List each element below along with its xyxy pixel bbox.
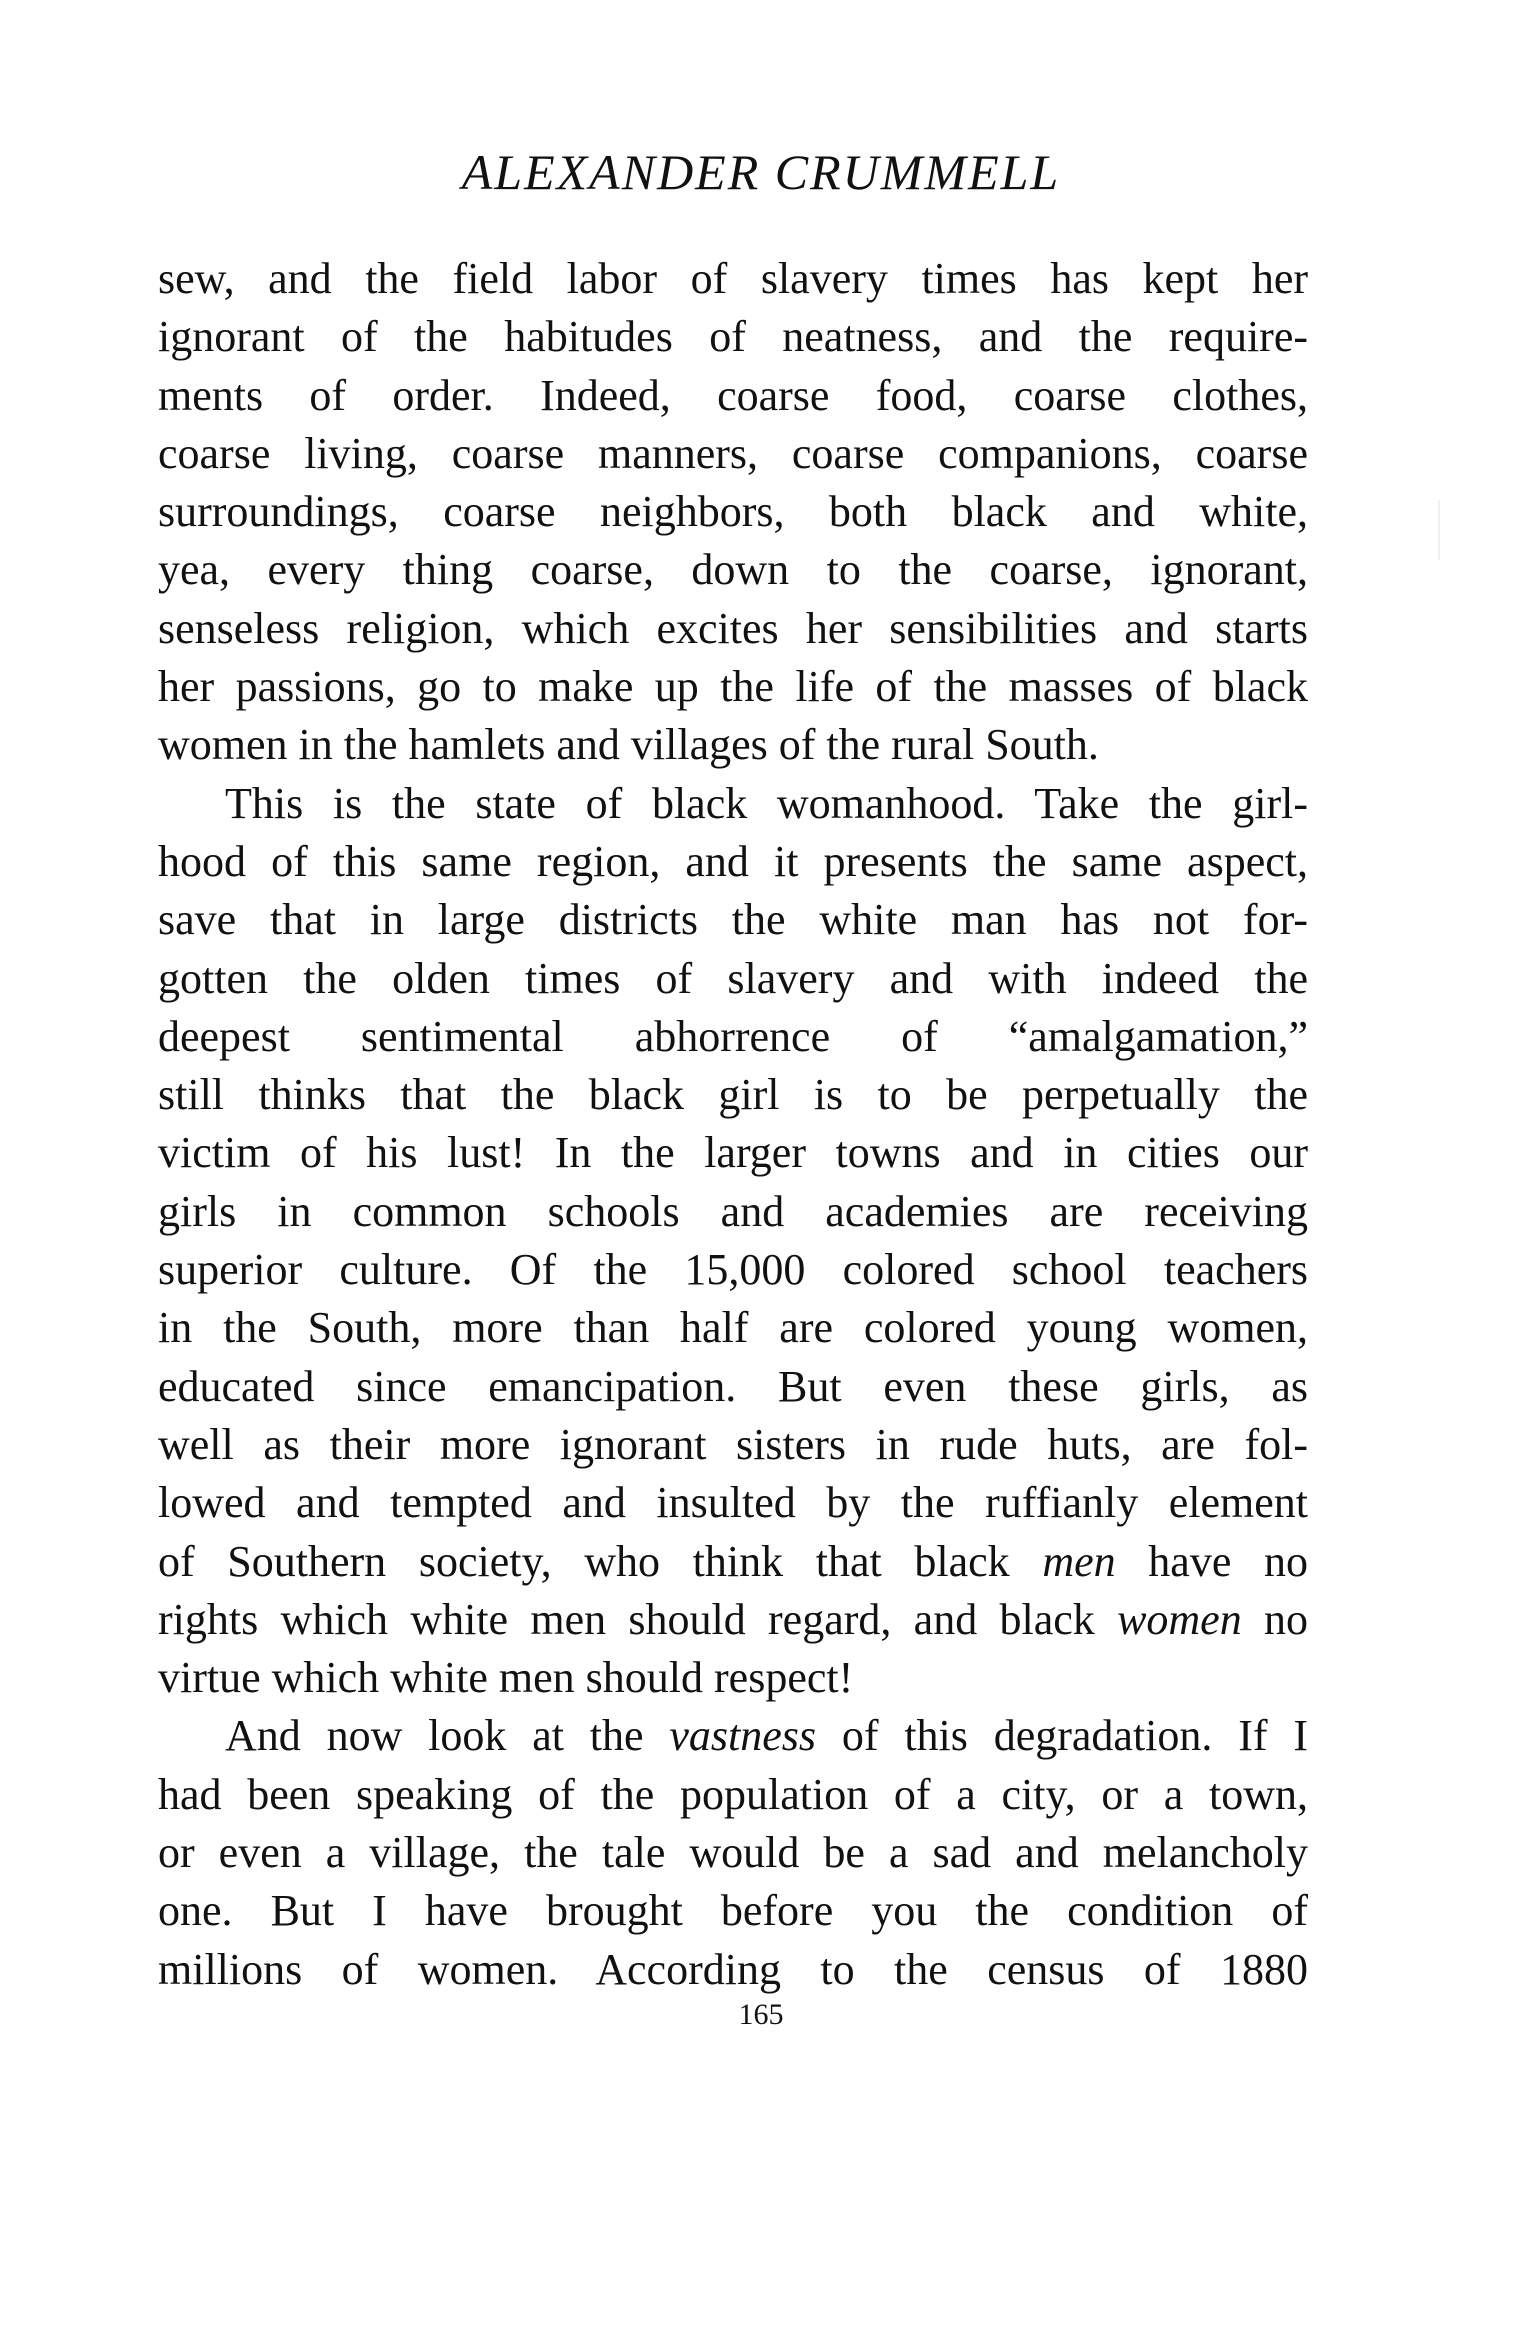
text-line: coarse living, coarse manners, coarse companions, coarse (158, 428, 1308, 478)
text-segment: no (1241, 1594, 1308, 1644)
italic-emphasis: women (1117, 1594, 1242, 1644)
text-line: in the South, more than half are colored young women, (158, 1303, 1308, 1353)
page-number: 165 (738, 1998, 784, 2031)
text-line: still thinks that the black girl is to be perpetually the (158, 1070, 1308, 1120)
body-text (158, 250, 1308, 1999)
text-line: save that in large districts the white man has not for- (158, 895, 1308, 945)
text-line: This is the state of black womanhood. Take the girl- (225, 778, 1308, 828)
italic-emphasis: men (1042, 1536, 1116, 1586)
text-line: sew, and the field labor of slavery times has kept her (158, 254, 1308, 303)
text-line (158, 1707, 1308, 1765)
text-segment: have no (1115, 1536, 1308, 1586)
text-segment: rights which white men should regard, and black (158, 1594, 1118, 1644)
text-line: surroundings, coarse neighbors, both black and white, (158, 487, 1308, 537)
text-line (158, 1591, 1308, 1649)
italic-emphasis: vastness (669, 1711, 817, 1761)
text-line: yea, every thing coarse, down to the coarse, ignorant, (158, 545, 1308, 595)
text-line: had been speaking of the population of a city, or a town, (158, 1769, 1308, 1819)
text-line (158, 1533, 1308, 1591)
text-line: ignorant of the habitudes of neatness, and the require- (158, 312, 1308, 362)
text-line: gotten the olden times of slavery and with indeed the (158, 953, 1308, 1003)
text-line: or even a village, the tale would be a sad and melancholy (158, 1828, 1308, 1878)
text-segment: of this degradation. If I (816, 1711, 1308, 1761)
text-segment: And now look at the (225, 1711, 670, 1761)
text-line: ments of order. Indeed, coarse food, coarse clothes, (158, 370, 1308, 420)
text-line: one. But I have brought before you the condition of (158, 1886, 1308, 1936)
text-line: superior culture. Of the 15,000 colored school teachers (158, 1245, 1308, 1295)
text-line: millions of women. According to the census of 1880 (158, 1944, 1308, 1994)
text-line: deepest sentimental abhorrence of “amalgamation,” (158, 1011, 1308, 1061)
text-line: senseless religion, which excites her sensibilities and starts (158, 603, 1308, 653)
text-line: lowed and tempted and insulted by the ruffianly element (158, 1478, 1308, 1528)
text-line: victim of his lust! In the larger towns and in cities our (158, 1128, 1308, 1178)
scan-artifact-mark (1438, 500, 1440, 560)
text-line: her passions, go to make up the life of the masses of black (158, 662, 1308, 712)
text-line: women in the hamlets and villages of the rural South. (158, 720, 1099, 770)
text-line: educated since emancipation. But even these girls, as (158, 1361, 1308, 1411)
text-line: hood of this same region, and it presents the same aspect, (158, 836, 1308, 886)
text-line: well as their more ignorant sisters in rude huts, are fol- (158, 1419, 1308, 1469)
running-head-title: ALEXANDER CRUMMELL (461, 144, 1061, 200)
text-line: girls in common schools and academies are receiving (158, 1186, 1308, 1236)
text-segment: of Southern society, who think that black (158, 1536, 1043, 1586)
text-line: virtue which white men should respect! (158, 1653, 854, 1703)
